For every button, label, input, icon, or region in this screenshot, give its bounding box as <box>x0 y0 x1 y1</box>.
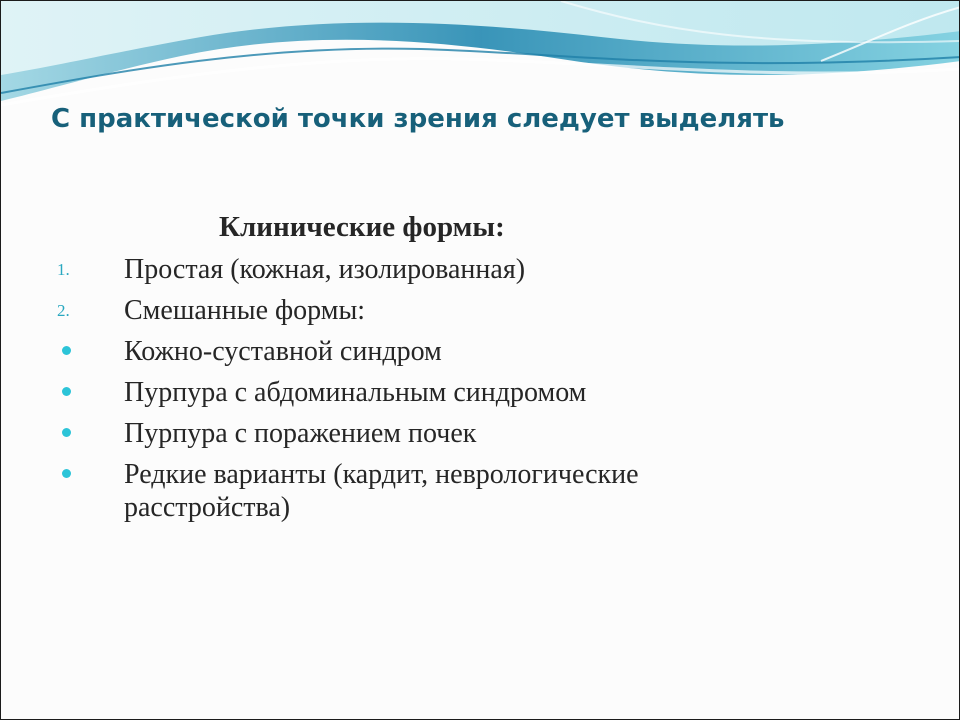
list-item-text: Простая (кожная, изолированная) <box>124 254 526 285</box>
list-item-text: Пурпура с абдоминальным синдромом <box>124 377 587 408</box>
list-item <box>1 376 960 409</box>
list-item <box>1 335 960 368</box>
list-item-text: Пурпура с поражением почек <box>124 418 477 449</box>
list-item-text: Кожно-суставной синдром <box>124 336 442 367</box>
list-item-text: Смешанные формы: <box>124 295 366 326</box>
bullet-icon <box>62 346 71 355</box>
slide-title: С практической точки зрения следует выделять <box>51 104 785 134</box>
bullet-icon <box>62 387 71 396</box>
list-number: 2. <box>57 301 70 320</box>
list-item <box>1 294 960 327</box>
list-item <box>1 253 960 286</box>
bullet-icon <box>62 469 71 478</box>
bullet-icon <box>62 428 71 437</box>
list-item <box>1 417 960 450</box>
clinical-forms-list <box>1 253 960 532</box>
section-heading: Клинические формы: <box>219 211 505 243</box>
list-item-text: Редкие варианты (кардит, неврологические расстройства) <box>124 459 639 523</box>
list-number: 1. <box>57 260 70 279</box>
list-item <box>1 458 960 524</box>
